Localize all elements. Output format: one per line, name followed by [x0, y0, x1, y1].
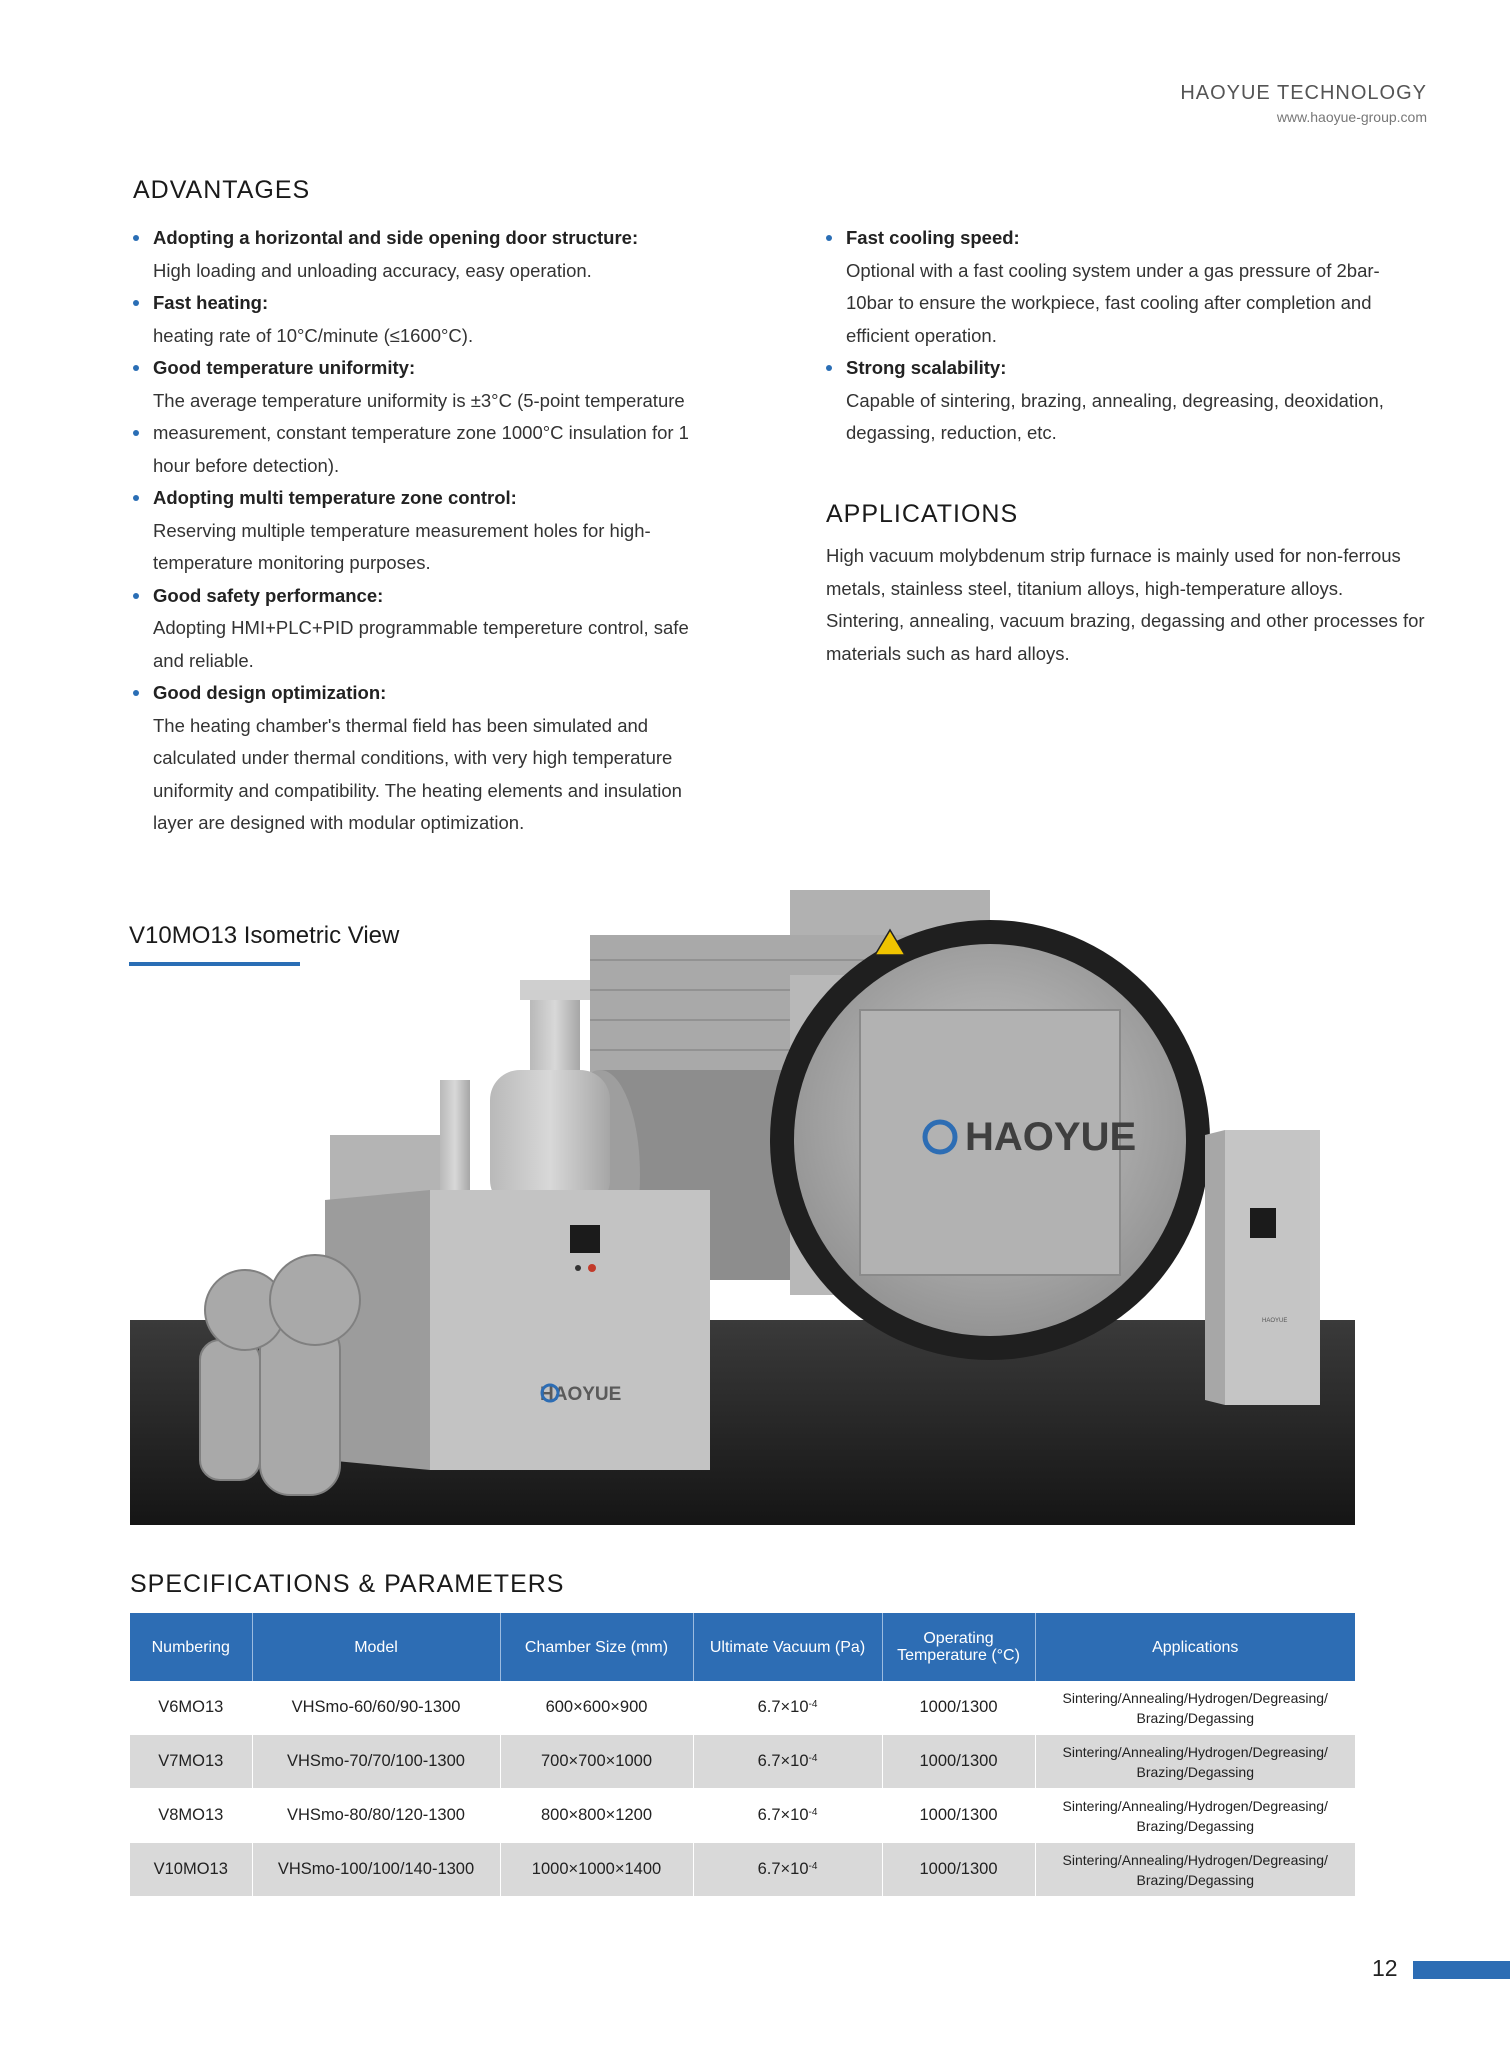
column-header: Operating Temperature (°C)	[882, 1613, 1035, 1681]
cell-vacuum	[693, 1843, 882, 1897]
bullet-icon	[133, 593, 139, 599]
bullet-icon	[133, 430, 139, 436]
applications-heading: APPLICATIONS	[826, 500, 1019, 528]
cell-numbering: V6MO13	[130, 1681, 252, 1735]
logo-small: HAOYUE	[540, 1384, 622, 1405]
advantage-item	[133, 287, 713, 352]
page-number: 12	[1372, 1955, 1398, 1981]
advantage-item	[826, 352, 1406, 450]
cell-model: VHSmo-60/60/90-1300	[252, 1681, 500, 1735]
bullet-icon	[826, 365, 832, 371]
advantage-title: Fast cooling speed:	[846, 227, 1020, 248]
cell-applications: Sintering/Annealing/Hydrogen/Degreasing/ Brazing/Degassing	[1035, 1843, 1355, 1897]
cell-applications: Sintering/Annealing/Hydrogen/Degreasing/ Brazing/Degassing	[1035, 1735, 1355, 1789]
advantage-item	[133, 352, 713, 417]
column-header: Numbering	[130, 1613, 252, 1681]
advantage-item	[133, 417, 713, 482]
vacuum-base: 6.7×10	[757, 1806, 809, 1824]
column-header: Applications	[1035, 1613, 1355, 1681]
column-header: Ultimate Vacuum (Pa)	[693, 1613, 882, 1681]
advantages-heading: ADVANTAGES	[133, 176, 311, 204]
cell-model: VHSmo-100/100/140-1300	[252, 1843, 500, 1897]
cell-applications: Sintering/Annealing/Hydrogen/Degreasing/ Brazing/Degassing	[1035, 1789, 1355, 1843]
cell-vacuum	[693, 1789, 882, 1843]
advantage-title: Good design optimization:	[153, 682, 387, 703]
advantage-desc: Capable of sintering, brazing, annealing, degreasing, deoxidation, degassing, reduction, etc.	[846, 389, 1384, 443]
cell-numbering: V10MO13	[130, 1843, 252, 1897]
column-header: Chamber Size (mm)	[500, 1613, 693, 1681]
vacuum-base: 6.7×10	[757, 1860, 809, 1878]
company-name: HAOYUE TECHNOLOGY	[1180, 82, 1427, 104]
company-website: www.haoyue-group.com	[1276, 109, 1427, 125]
advantage-item	[133, 222, 713, 287]
furnace-isometric-image	[130, 880, 1355, 1525]
vacuum-exponent: -4	[808, 1753, 818, 1764]
table-row	[130, 1843, 1355, 1897]
bullet-icon	[133, 300, 139, 306]
advantage-desc: The average temperature uniformity is ±3°C (5-point temperature	[153, 389, 685, 411]
vacuum-base: 6.7×10	[757, 1698, 809, 1716]
advantage-item	[133, 580, 713, 678]
advantage-title: Good temperature uniformity:	[153, 357, 416, 378]
cell-model: VHSmo-70/70/100-1300	[252, 1735, 500, 1789]
advantage-desc: The heating chamber's thermal field has been simulated and calculated under thermal conditions, with very high temperature uniformity and compatibility. The heating elements and insulation layer are designed with modular optimization.	[153, 714, 682, 833]
bullet-icon	[133, 495, 139, 501]
page-number-bar	[1413, 1961, 1510, 1979]
advantage-item	[826, 222, 1406, 352]
cell-chamber: 600×600×900	[500, 1681, 693, 1735]
advantage-item	[133, 482, 713, 580]
cell-vacuum	[693, 1681, 882, 1735]
column-header: Model	[252, 1613, 500, 1681]
specs-table	[130, 1613, 1355, 1896]
vacuum-exponent: -4	[808, 1699, 818, 1710]
bullet-icon	[133, 235, 139, 241]
cell-temperature: 1000/1300	[882, 1735, 1035, 1789]
cell-temperature: 1000/1300	[882, 1843, 1035, 1897]
vacuum-exponent: -4	[808, 1807, 818, 1818]
advantage-desc: measurement, constant temperature zone 1000°C insulation for 1 hour before detection).	[153, 422, 689, 476]
advantages-list-right	[826, 222, 1406, 450]
cell-temperature: 1000/1300	[882, 1681, 1035, 1735]
advantage-title: Adopting a horizontal and side opening door structure:	[153, 227, 639, 248]
table-row	[130, 1789, 1355, 1843]
applications-text: High vacuum molybdenum strip furnace is mainly used for non-ferrous metals, stainless steel, titanium alloys, high-temperature alloys. Sintering, annealing, vacuum brazing, degassing and other processes for materials such as hard alloys.	[826, 545, 1425, 664]
advantage-desc: heating rate of 10°C/minute (≤1600°C).	[153, 324, 474, 346]
cell-applications: Sintering/Annealing/Hydrogen/Degreasing/ Brazing/Degassing	[1062, 1689, 1328, 1726]
table-header-row	[130, 1613, 1355, 1681]
advantages-list-left	[133, 222, 713, 840]
view-title-underline	[129, 962, 300, 966]
vacuum-base: 6.7×10	[757, 1752, 809, 1770]
table-row	[130, 1681, 1355, 1735]
brand-header	[1180, 82, 1427, 125]
view-title: V10MO13 Isometric View	[129, 922, 400, 949]
bullet-icon	[133, 690, 139, 696]
cell-model: VHSmo-80/80/120-1300	[252, 1789, 500, 1843]
cell-numbering: V7MO13	[130, 1735, 252, 1789]
vacuum-exponent: -4	[808, 1861, 818, 1872]
table-row	[130, 1735, 1355, 1789]
bullet-icon	[826, 235, 832, 241]
logo-tiny: HAOYUE	[1262, 1318, 1288, 1324]
cell-numbering: V8MO13	[130, 1789, 252, 1843]
specs-heading: SPECIFICATIONS & PARAMETERS	[130, 1570, 565, 1598]
cell-chamber: 1000×1000×1400	[500, 1843, 693, 1897]
cell-temperature: 1000/1300	[882, 1789, 1035, 1843]
advantage-desc: High loading and unloading accuracy, easy operation.	[153, 259, 592, 281]
bullet-icon	[133, 365, 139, 371]
advantage-desc: Reserving multiple temperature measurement holes for high-temperature monitoring purposes.	[153, 519, 651, 573]
advantage-item	[133, 677, 713, 840]
advantage-title: Adopting multi temperature zone control:	[153, 487, 517, 508]
advantage-title: Fast heating:	[153, 292, 269, 313]
cell-chamber: 800×800×1200	[500, 1789, 693, 1843]
logo-large: HAOYUE	[965, 1115, 1137, 1159]
cell-chamber: 700×700×1000	[500, 1735, 693, 1789]
cell-vacuum	[693, 1735, 882, 1789]
advantage-desc: Adopting HMI+PLC+PID programmable tempereture control, safe and reliable.	[153, 617, 689, 671]
advantage-title: Strong scalability:	[846, 357, 1007, 378]
advantage-title: Good safety performance:	[153, 584, 384, 606]
advantage-desc: Optional with a fast cooling system under a gas pressure of 2bar-10bar to ensure the workpiece, fast cooling after completion and efficient operation.	[846, 259, 1380, 346]
